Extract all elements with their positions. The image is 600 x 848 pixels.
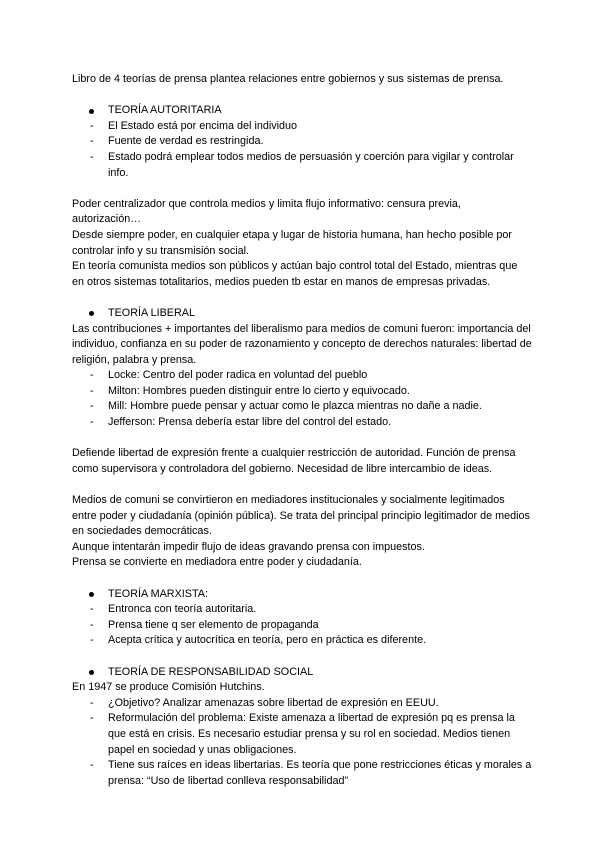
paragraph: En 1947 se produce Comisión Hutchins. — [72, 681, 265, 694]
paragraph: Defiende libertad de expresión frente a cualquier restricción de autoridad. Función de prensa como supervisora y controladora del gobierno. Necesidad de libre intercambio de ideas. — [72, 447, 516, 475]
paragraph: Medios de comuni se convirtieron en mediadores institucionales y socialmente legitimados entre poder y ciudadanía (opinión pública). Se trata del principal principio legitimador de medios en sociedades democráticas. — [72, 494, 530, 538]
document-body — [72, 72, 532, 789]
bullet-icon — [89, 109, 94, 114]
list-item: - Fuente de verdad es restringida. — [72, 134, 532, 150]
list-item: - Mill: Hombre puede pensar y actuar como le plazca mientras no dañe a nadie. — [72, 399, 532, 415]
list-item: - Jefferson: Prensa debería estar libre del control del estado. — [72, 415, 532, 431]
list-item: - Prensa tiene q ser elemento de propaganda — [72, 618, 532, 634]
list-autoritaria — [72, 119, 532, 181]
paragraph: Las contribuciones + importantes del liberalismo para medios de comuni fueron: importancia del individuo, confianza en su poder de razonamiento y concepto de derechos naturales: libertad de religión, palabra y prensa. — [72, 322, 532, 366]
list-liberal — [72, 368, 532, 430]
heading-autoritaria: TEORÍA AUTORITARIA — [72, 103, 532, 119]
list-item: - Milton: Hombres pueden distinguir entre lo cierto y equivocado. — [72, 384, 532, 400]
list-item: - Acepta crítica y autocrítica en teoría, pero en práctica es diferente. — [72, 633, 532, 649]
paragraph: Poder centralizador que controla medios y limita flujo informativo: censura previa, autorización… — [72, 197, 461, 226]
paragraph: En teoría comunista medios son públicos y actúan bajo control total del Estado, mientras que en otros sistemas totalitarios, medios pueden tb estar en manos de empresas privadas. — [72, 260, 518, 288]
list-item: - ¿Objetivo? Analizar amenazas sobre libertad de expresión en EEUU. — [72, 696, 532, 712]
list-marxista — [72, 602, 532, 649]
list-item: - El Estado está por encima del individuo — [72, 119, 532, 135]
list-item: - Reformulación del problema: Existe amenaza a libertad de expresión pq es prensa la que está en crisis. Es necesario estudiar prensa y su rol en sociedad. Medios tienen papel en sociedad y unas obligaciones. — [72, 711, 532, 758]
bullet-icon — [89, 311, 94, 316]
list-item: - Locke: Centro del poder radica en voluntad del pueblo — [72, 368, 532, 384]
heading-responsabilidad: TEORÍA DE RESPONSABILIDAD SOCIAL — [72, 665, 532, 681]
paragraph: Prensa se convierte en mediadora entre poder y ciudadanía. — [72, 556, 362, 569]
heading-liberal: TEORÍA LIBERAL — [72, 306, 532, 322]
bullet-icon — [89, 670, 94, 675]
paragraph: Aunque intentarán impedir flujo de ideas gravando prensa con impuestos. — [72, 540, 425, 553]
list-item: - Tiene sus raíces en ideas libertarias. Es teoría que pone restricciones éticas y morales a prensa: “Uso de libertad conlleva responsabilidad” — [72, 758, 532, 789]
paragraph: Desde siempre poder, en cualquier etapa y lugar de historia humana, han hecho posible por controlar info y su transmisión social. — [72, 228, 512, 257]
list-responsabilidad — [72, 696, 532, 790]
list-item: - Estado podrá emplear todos medios de persuasión y coerción para vigilar y controlar info. — [72, 150, 532, 181]
heading-marxista: TEORÍA MARXISTA: — [72, 587, 532, 603]
bullet-icon — [89, 592, 94, 597]
list-item: - Entronca con teoría autoritaria. — [72, 602, 532, 618]
intro-paragraph: Libro de 4 teorías de prensa plantea relaciones entre gobiernos y sus sistemas de prensa. — [72, 73, 504, 85]
